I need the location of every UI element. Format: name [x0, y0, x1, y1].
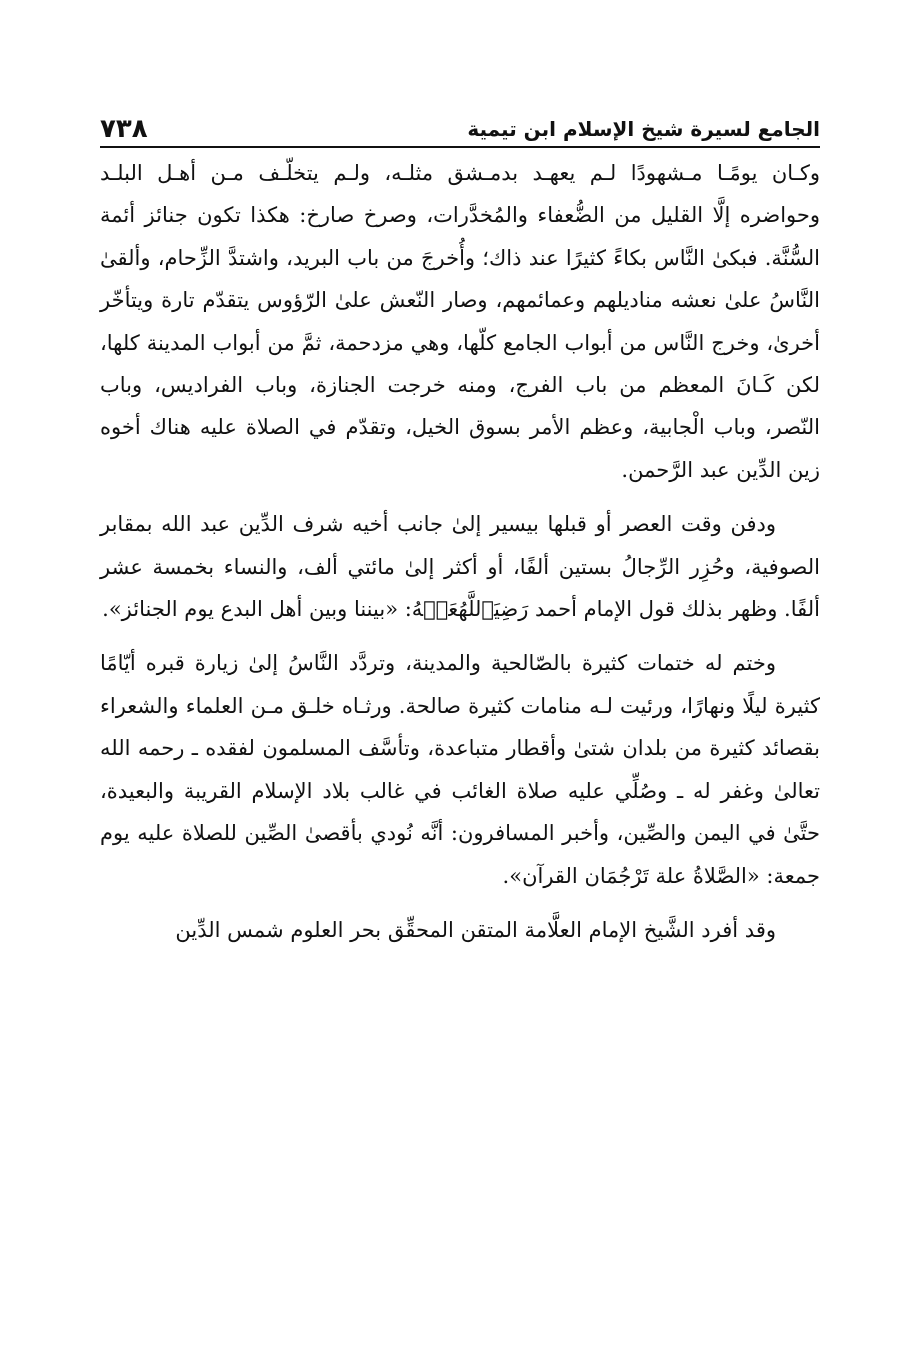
body-text [100, 152, 820, 951]
paragraph-2: ودفن وقت العصر أو قبلها بيسير إلىٰ جانب أخيه شرف الدِّين عبد الله بمقابر الصوفية، وحُزِر الرِّجالُ بستين ألفًا، أو أكثر إلىٰ مائتي ألف، والنساء بخمسة عشر ألفًا. وظهر بذلك قول الإمام أحمد رَضِيَٱللَّهُعَنۡهُ: «بيننا وبين أهل البدع يوم الجنائز». [100, 512, 820, 622]
page-number: ٧٣٨ [100, 114, 148, 144]
running-title: الجامع لسيرة شيخ الإسلام ابن تيمية [467, 117, 820, 141]
book-page [100, 108, 820, 951]
paragraph-1: وكـان يومًـا مـشهودًا لـم يعهـد بدمـشق مثلـه، ولـم يتخلّـف مـن أهـل البلـد وحواضره إلَّا القليل من الضُّعفاء والمُخدَّرات، وصرخ صارخ: هكذا تكون جنائز أئمة السُّنَّة. فبكىٰ النَّاس بكاءً كثيرًا عند ذاك؛ وأُخرجَ من باب البريد، واشتدَّ الزِّحام، وألقىٰ النَّاسُ علىٰ نعشه مناديلهم وعمائمهم، وصار النّعش علىٰ الرّؤوس يتقدّم تارة ويتأخّر أخرىٰ، وخرج النَّاس من أبواب الجامع كلّها، وهي مزدحمة، ثمَّ من أبواب المدينة كلها، لكن كَـانَ المعظم من باب الفرج، ومنه خرجت الجنازة، وباب الفراديس، وباب النّصر، وباب الْجابية، وعظم الأمر بسوق الخيل، وتقدّم في الصلاة عليه هناك أخوه زين الدِّين عبد الرَّحمن. [100, 161, 820, 482]
paragraph-3: وختم له ختمات كثيرة بالصّالحية والمدينة، وتردَّد النَّاسُ إلىٰ زيارة قبره أيّامًا كثيرة ليلًا ونهارًا، ورئيت لـه منامات كثيرة صالحة. ورثـاه خلـق مـن العلماء والشعراء بقصائد كثيرة من بلدان شتىٰ وأقطار متباعدة، وتأسَّف المسلمون لفقده ـ رحمه الله تعالىٰ وغفر له ـ وصُلِّي عليه صلاة الغائب في غالب بلاد الإسلام القريبة والبعيدة، حتَّىٰ في اليمن والصِّين، وأخبر المسافرون: أنَّه نُودي بأقصىٰ الصِّين للصلاة عليه يوم جمعة: «الصَّلاةُ علة تَرْجُمَان القرآن». [100, 651, 820, 888]
running-header [100, 108, 820, 148]
paragraph-4: وقد أفرد الشَّيخ الإمام العلَّامة المتقن المحقِّق بحر العلوم شمس الدِّين [175, 917, 776, 942]
